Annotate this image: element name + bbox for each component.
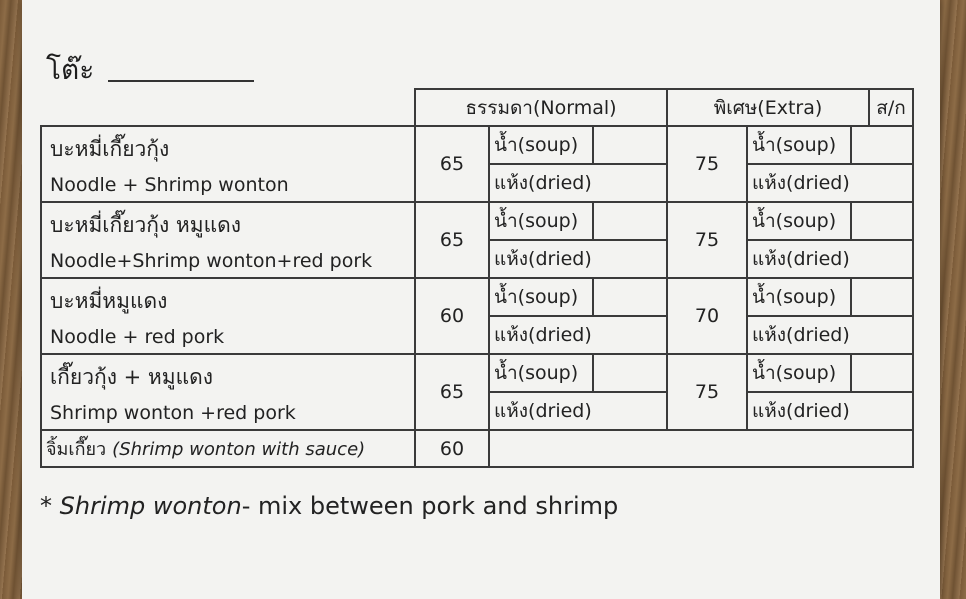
item-name-cell [41, 354, 415, 430]
item-english-name: Noodle + Shrimp wonton [50, 173, 289, 196]
normal-soup-checkbox[interactable] [593, 278, 667, 316]
normal-soup-label: น้ำ(soup) [489, 202, 593, 240]
extra-dried-option[interactable]: แห้ง(dried) [747, 392, 913, 430]
extra-dried-option[interactable]: แห้ง(dried) [747, 240, 913, 278]
normal-soup-label: น้ำ(soup) [489, 126, 593, 164]
extra-column-header: พิเศษ(Extra) [667, 89, 869, 126]
normal-dried-option[interactable]: แห้ง(dried) [489, 316, 667, 354]
item-english-name: (Shrimp wonton with sauce) [112, 439, 366, 460]
item-english-name: Noodle+Shrimp wonton+red pork [50, 249, 373, 272]
normal-soup-label: น้ำ(soup) [489, 354, 593, 392]
extra-soup-label: น้ำ(soup) [747, 126, 851, 164]
normal-price: 60 [415, 430, 489, 467]
item-name-cell [41, 430, 415, 467]
extra-price: 75 [667, 354, 747, 430]
extra-soup-checkbox[interactable] [851, 278, 913, 316]
item-thai-name: บะหมี่เกี๊ยวกุ้ง [50, 136, 170, 161]
item-english-name: Shrimp wonton +red pork [50, 401, 296, 424]
normal-column-header: ธรรมดา(Normal) [415, 89, 667, 126]
normal-price: 65 [415, 126, 489, 202]
header-blank-cell [41, 89, 415, 126]
extra-soup-checkbox[interactable] [851, 126, 913, 164]
menu-row [41, 126, 913, 164]
normal-soup-label: น้ำ(soup) [489, 278, 593, 316]
normal-soup-checkbox[interactable] [593, 202, 667, 240]
footnote-asterisk: * [40, 492, 52, 520]
normal-price: 65 [415, 354, 489, 430]
item-name-cell [41, 126, 415, 202]
table-number-blank-line[interactable] [108, 80, 254, 82]
extra-soup-label: น้ำ(soup) [747, 202, 851, 240]
item-english-name: Noodle + red pork [50, 325, 225, 348]
extra-dried-option[interactable]: แห้ง(dried) [747, 164, 913, 202]
menu-row [41, 354, 913, 392]
menu-table [40, 88, 914, 468]
footnote [40, 492, 618, 520]
normal-price: 65 [415, 202, 489, 278]
table-number-label: โต๊ะ [46, 53, 95, 86]
item-thai-name: บะหมี่หมูแดง [50, 288, 168, 313]
last-item-order-cell[interactable] [489, 430, 913, 467]
extra-price: 75 [667, 126, 747, 202]
menu-row [41, 278, 913, 316]
sk-column-header: ส/ก [869, 89, 913, 126]
footnote-emphasis: Shrimp wonton [59, 492, 242, 520]
footnote-text: - mix between pork and shrimp [241, 492, 619, 520]
extra-price: 70 [667, 278, 747, 354]
normal-dried-option[interactable]: แห้ง(dried) [489, 164, 667, 202]
extra-soup-label: น้ำ(soup) [747, 278, 851, 316]
normal-dried-option[interactable]: แห้ง(dried) [489, 240, 667, 278]
extra-dried-option[interactable]: แห้ง(dried) [747, 316, 913, 354]
extra-soup-checkbox[interactable] [851, 202, 913, 240]
item-thai-name: จิ้มเกี๊ยว [46, 439, 107, 460]
normal-price: 60 [415, 278, 489, 354]
normal-dried-option[interactable]: แห้ง(dried) [489, 392, 667, 430]
normal-soup-checkbox[interactable] [593, 354, 667, 392]
menu-row [41, 430, 913, 467]
menu-row [41, 202, 913, 240]
header-row [41, 89, 913, 126]
extra-price: 75 [667, 202, 747, 278]
extra-soup-label: น้ำ(soup) [747, 354, 851, 392]
item-thai-name: บะหมี่เกี๊ยวกุ้ง หมูแดง [50, 212, 242, 237]
item-name-cell [41, 202, 415, 278]
normal-soup-checkbox[interactable] [593, 126, 667, 164]
item-name-cell [41, 278, 415, 354]
extra-soup-checkbox[interactable] [851, 354, 913, 392]
item-thai-name: เกี๊ยวกุ้ง + หมูแดง [50, 364, 214, 389]
